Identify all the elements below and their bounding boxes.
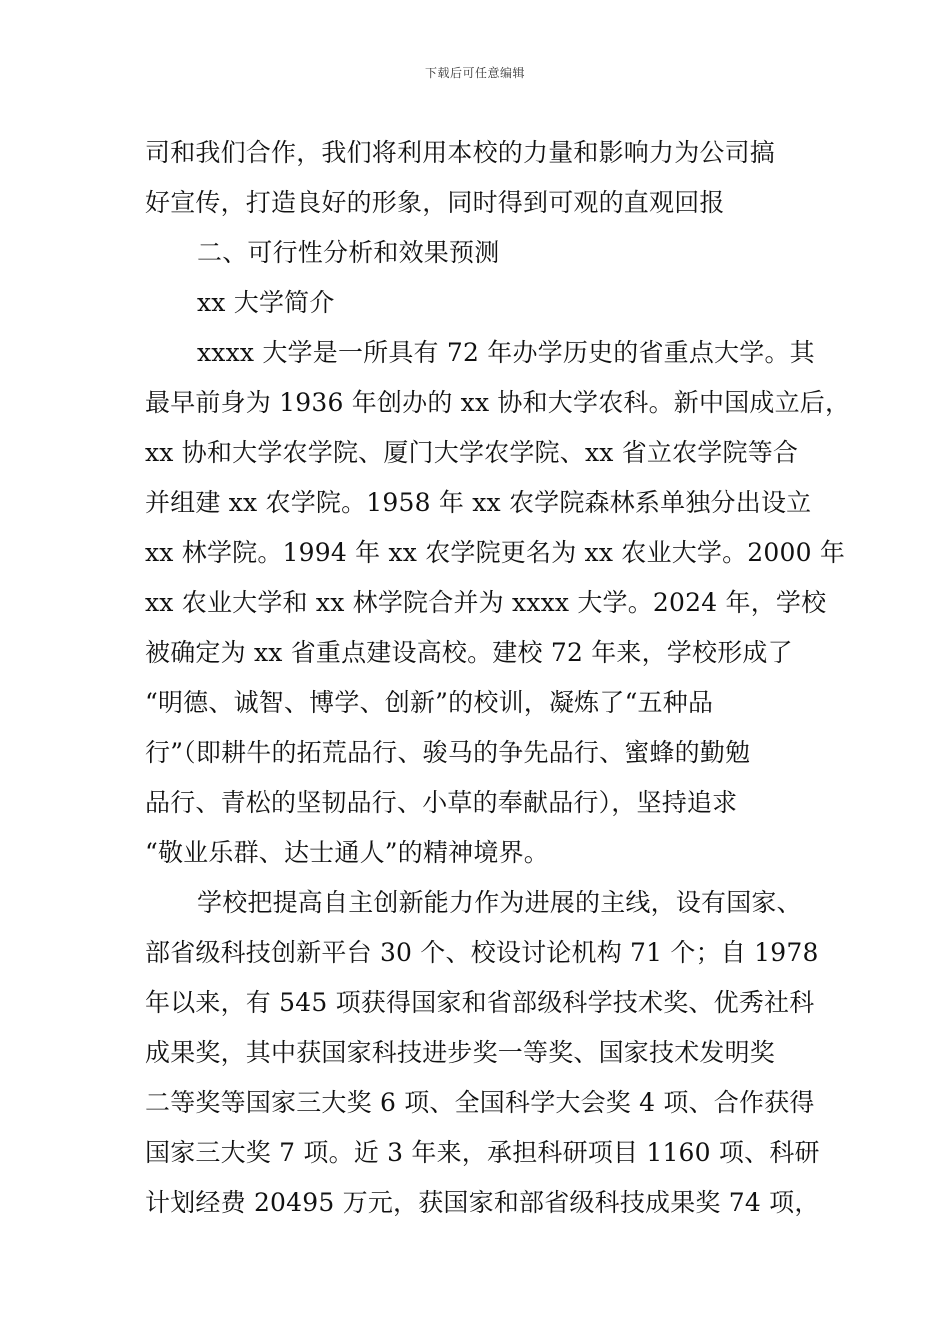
text-line: xxxx 大学是一所具有 72 年办学历史的省重点大学。其 <box>197 338 815 367</box>
text-line: 被确定为 xx 省重点建设高校。建校 72 年来，学校形成了 <box>145 638 793 667</box>
text-line: 好宣传，打造良好的形象，同时得到可观的直观回报 <box>145 188 725 217</box>
text-line: xx 农业大学和 xx 林学院合并为 xxxx 大学。2024 年，学校 <box>145 588 827 617</box>
text-line: 年以来，有 545 项获得国家和省部级科学技术奖、优秀社科 <box>145 988 815 1017</box>
text-line: xx 协和大学农学院、厦门大学农学院、xx 省立农学院等合 <box>145 438 799 467</box>
subsection-heading: xx 大学简介 <box>197 288 335 317</box>
text-line: 二等奖等国家三大奖 6 项、全国科学大会奖 4 项、合作获得 <box>145 1088 815 1117</box>
text-line: “明德、诚智、博学、创新”的校训，凝炼了“五种品 <box>145 688 714 717</box>
page-header: 下载后可任意编辑 <box>424 66 525 80</box>
text-line: “敬业乐群、达士通人”的精神境界。 <box>145 838 549 867</box>
text-line: 学校把提高自主创新能力作为进展的主线，设有国家、 <box>197 888 802 917</box>
text-line: 司和我们合作，我们将利用本校的力量和影响力为公司搞 <box>145 138 776 167</box>
text-line: 行”（即耕牛的拓荒品行、骏马的争先品行、蜜蜂的勤勉 <box>145 738 751 767</box>
text-line: 部省级科技创新平台 30 个、校设讨论机构 71 个；自 1978 <box>145 938 819 967</box>
text-line: 最早前身为 1936 年创办的 xx 协和大学农科。新中国成立后， <box>145 388 851 417</box>
document-body <box>145 128 851 1228</box>
text-line: 并组建 xx 农学院。1958 年 xx 农学院森林系单独分出设立 <box>145 488 812 517</box>
text-line: 计划经费 20495 万元，获国家和部省级科技成果奖 74 项， <box>145 1188 820 1217</box>
text-line: 成果奖，其中获国家科技进步奖一等奖、国家技术发明奖 <box>145 1038 776 1067</box>
section-heading: 二、可行性分析和效果预测 <box>197 238 500 267</box>
text-line: 国家三大奖 7 项。近 3 年来，承担科研项目 1160 项、科研 <box>145 1138 820 1167</box>
text-line: 品行、青松的坚韧品行、小草的奉献品行），坚持追求 <box>145 788 738 817</box>
text-line: xx 林学院。1994 年 xx 农学院更名为 xx 农业大学。2000 年 <box>145 538 846 567</box>
